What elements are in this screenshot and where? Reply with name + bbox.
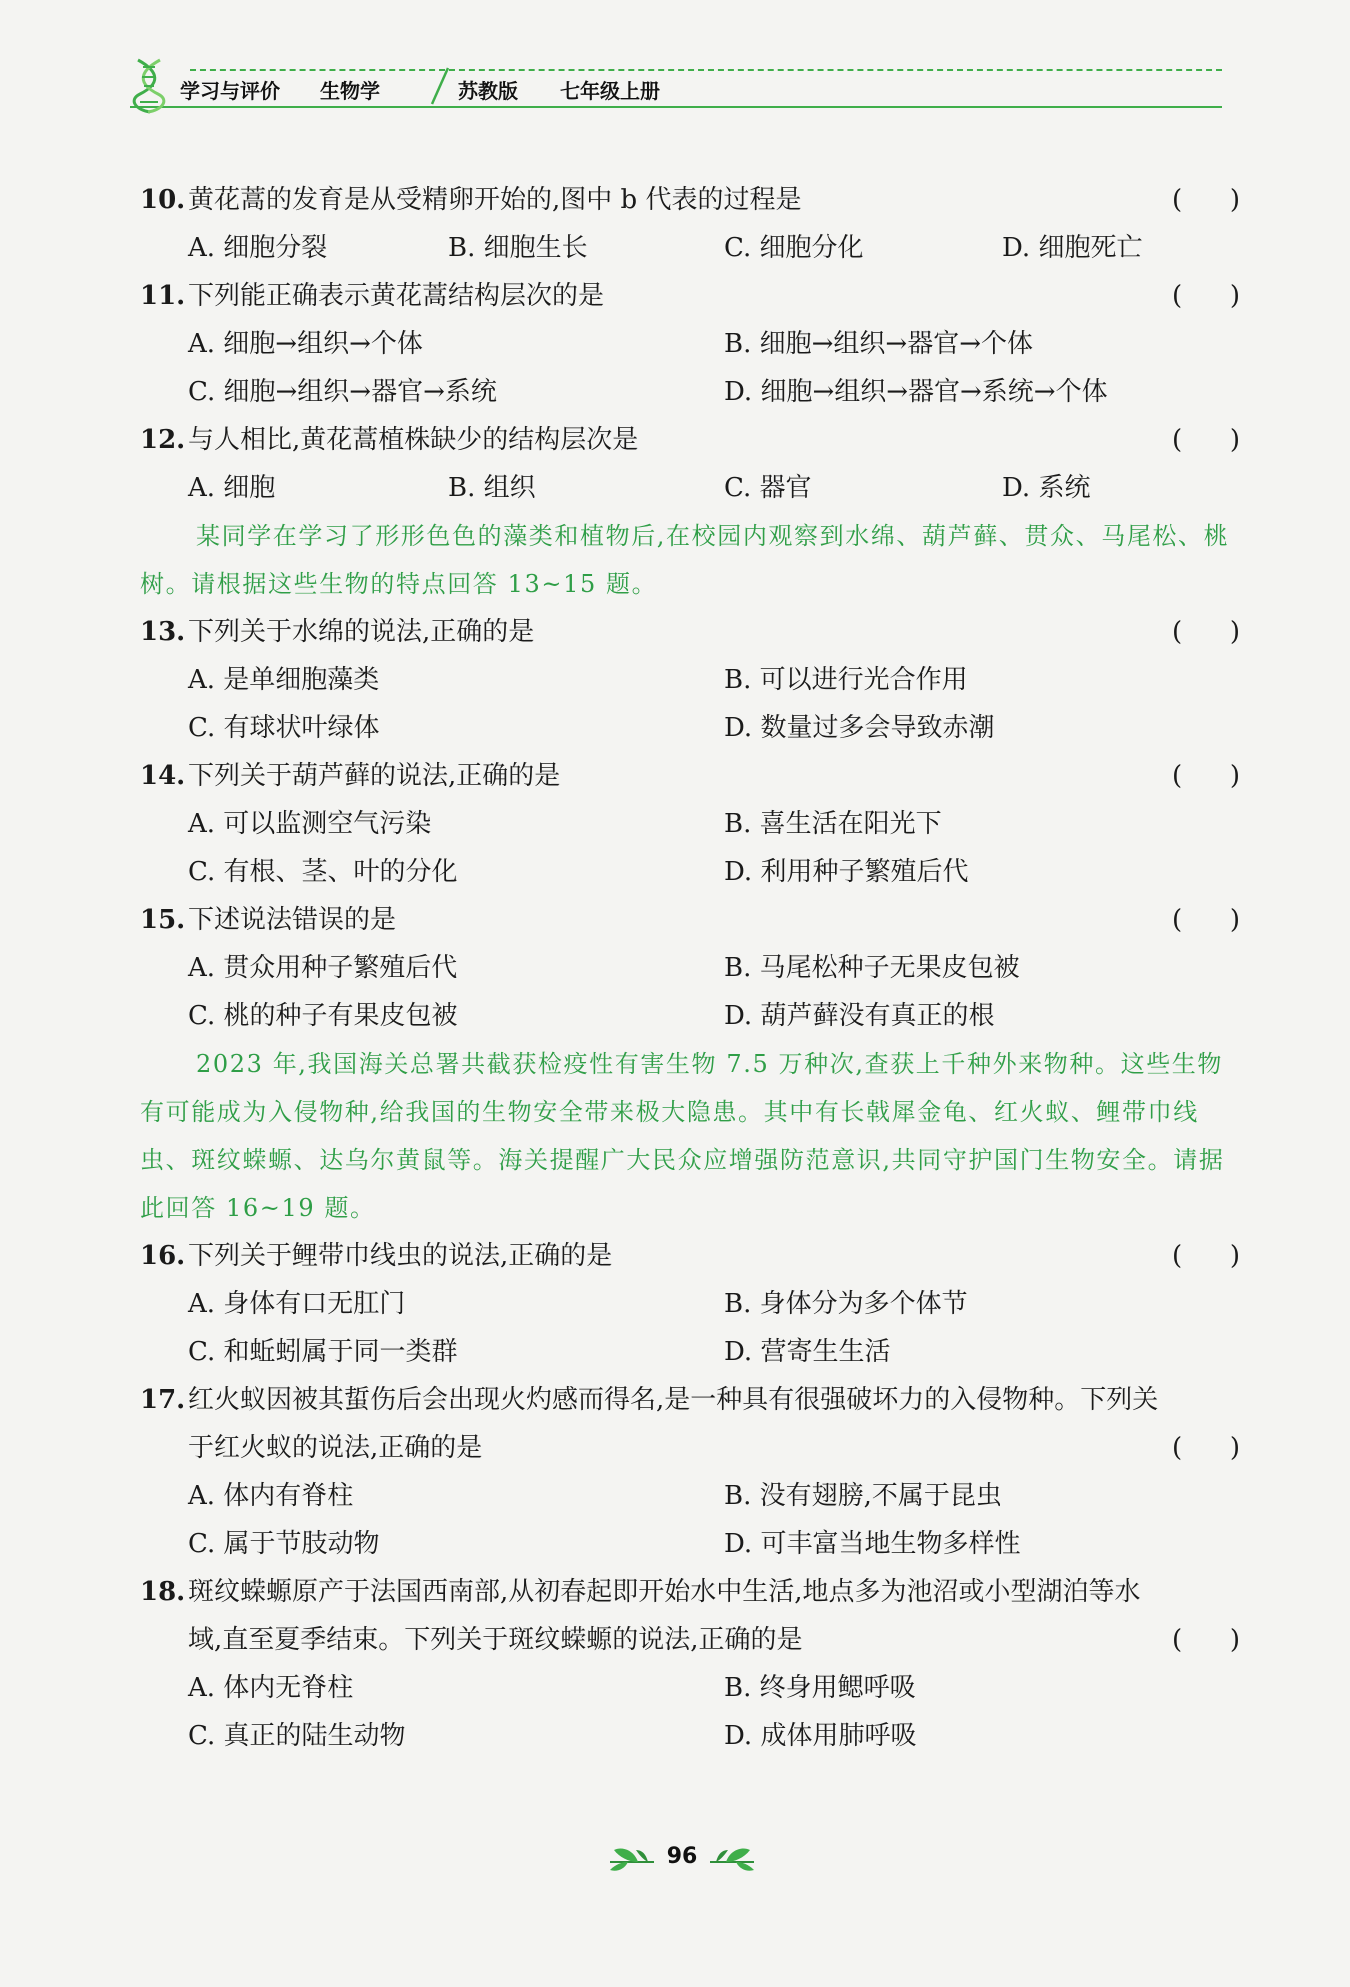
option-a: A. 体内有脊柱 [188, 1481, 354, 1511]
question-16 [140, 1232, 1240, 1280]
options-row [140, 800, 1240, 848]
option-d: D. 细胞死亡 [1002, 233, 1143, 263]
answer-bracket: ( ) [1172, 617, 1240, 647]
question-number: 16. [140, 1241, 186, 1271]
question-stem: 下述说法错误的是 [188, 905, 397, 935]
options-row [140, 368, 1240, 416]
header-grade: 七年级上册 [560, 79, 660, 103]
question-18 [140, 1568, 1240, 1616]
options-row [140, 1328, 1240, 1376]
option-b: B. 喜生活在阳光下 [724, 809, 942, 839]
options-row [140, 1472, 1240, 1520]
leaf-ornament-right-icon [708, 1844, 756, 1874]
option-c: C. 细胞→组织→器官→系统 [188, 377, 497, 407]
header-dashed-rule [190, 69, 1222, 71]
option-d: D. 利用种子繁殖后代 [724, 857, 969, 887]
question-number: 10. [140, 185, 186, 215]
answer-bracket: ( ) [1172, 281, 1240, 311]
options-row [140, 320, 1240, 368]
question-15 [140, 896, 1240, 944]
options-row [140, 464, 1240, 512]
page-header [130, 58, 1222, 114]
option-a: A. 贯众用种子繁殖后代 [188, 953, 458, 983]
question-stem: 黄花蒿的发育是从受精卵开始的,图中 b 代表的过程是 [188, 185, 802, 215]
passage-1 [140, 512, 1240, 608]
dna-icon [130, 58, 174, 114]
passage-text: 某同学在学习了形形色色的藻类和植物后,在校园内观察到水绵、葫芦藓、贯众、马尾松、桃树。请根据这些生物的特点回答 13~15 题。 [140, 522, 1230, 598]
question-stem: 下列关于水绵的说法,正确的是 [188, 617, 535, 647]
option-b: B. 终身用鳃呼吸 [724, 1673, 916, 1703]
option-b: B. 身体分为多个体节 [724, 1289, 968, 1319]
option-a: A. 身体有口无肛门 [188, 1289, 406, 1319]
option-a: A. 细胞→组织→个体 [188, 329, 423, 359]
answer-bracket: ( ) [1172, 425, 1240, 455]
option-a: A. 细胞分裂 [188, 233, 328, 263]
option-b: B. 可以进行光合作用 [724, 665, 968, 695]
answer-bracket: ( ) [1172, 1625, 1240, 1655]
option-b: B. 组织 [448, 473, 536, 503]
question-stem: 下列关于鲤带巾线虫的说法,正确的是 [188, 1241, 613, 1271]
question-18-continued [140, 1616, 1240, 1664]
option-c: C. 有根、茎、叶的分化 [188, 857, 458, 887]
option-d: D. 葫芦藓没有真正的根 [724, 1001, 995, 1031]
question-stem: 下列能正确表示黄花蒿结构层次的是 [188, 281, 605, 311]
answer-bracket: ( ) [1172, 185, 1240, 215]
question-stem-continued: 于红火蚁的说法,正确的是 [188, 1433, 483, 1463]
option-c: C. 和蚯蚓属于同一类群 [188, 1337, 458, 1367]
option-d: D. 营寄生生活 [724, 1337, 891, 1367]
option-d: D. 可丰富当地生物多样性 [724, 1529, 1021, 1559]
answer-bracket: ( ) [1172, 761, 1240, 791]
options-row [140, 944, 1240, 992]
answer-bracket: ( ) [1172, 1241, 1240, 1271]
options-row [140, 992, 1240, 1040]
question-number: 11. [140, 281, 186, 311]
question-number: 13. [140, 617, 186, 647]
header-series: 学习与评价 [180, 79, 280, 103]
question-number: 14. [140, 761, 186, 791]
question-10 [140, 176, 1240, 224]
question-number: 18. [140, 1577, 186, 1607]
answer-bracket: ( ) [1172, 905, 1240, 935]
question-13 [140, 608, 1240, 656]
answer-bracket: ( ) [1172, 1433, 1240, 1463]
question-11 [140, 272, 1240, 320]
options-row [140, 656, 1240, 704]
question-14 [140, 752, 1240, 800]
question-stem: 下列关于葫芦藓的说法,正确的是 [188, 761, 561, 791]
question-stem-continued: 域,直至夏季结束。下列关于斑纹蝾螈的说法,正确的是 [188, 1625, 803, 1655]
options-row [140, 1520, 1240, 1568]
header-subject: 生物学 [320, 79, 380, 103]
passage-2 [140, 1040, 1240, 1232]
options-row [140, 848, 1240, 896]
option-c: C. 桃的种子有果皮包被 [188, 1001, 458, 1031]
question-stem: 斑纹蝾螈原产于法国西南部,从初春起即开始水中生活,地点多为池沼或小型湖泊等水 [188, 1577, 1141, 1607]
option-c: C. 器官 [724, 473, 812, 503]
option-d: D. 成体用肺呼吸 [724, 1721, 917, 1751]
passage-text: 2023 年,我国海关总署共截获检疫性有害生物 7.5 万种次,查获上千种外来物种。这些生物有可能成为入侵物种,给我国的生物安全带来极大隐患。其中有长戟犀金龟、红火蚁、鲤带巾线虫、斑纹蝾螈、达乌尔黄鼠等。海关提醒广大民众应增强防范意识,共同守护国门生物安全。请据此回答 16~19 题。 [140, 1050, 1225, 1222]
question-12 [140, 416, 1240, 464]
question-number: 17. [140, 1385, 186, 1415]
question-number: 15. [140, 905, 186, 935]
question-17 [140, 1376, 1240, 1424]
option-a: A. 是单细胞藻类 [188, 665, 380, 695]
leaf-ornament-left-icon [608, 1844, 656, 1874]
option-b: B. 马尾松种子无果皮包被 [724, 953, 1020, 983]
header-slash-icon [428, 66, 452, 106]
option-a: A. 体内无脊柱 [188, 1673, 354, 1703]
option-d: D. 系统 [1002, 473, 1091, 503]
option-d: D. 数量过多会导致赤潮 [724, 713, 995, 743]
option-c: C. 细胞分化 [724, 233, 864, 263]
header-solid-rule [130, 106, 1222, 108]
options-row [140, 1712, 1240, 1760]
options-row [140, 224, 1240, 272]
question-stem: 与人相比,黄花蒿植株缺少的结构层次是 [188, 425, 639, 455]
option-d: D. 细胞→组织→器官→系统→个体 [724, 377, 1108, 407]
question-stem: 红火蚁因被其蜇伤后会出现火灼感而得名,是一种具有很强破坏力的入侵物种。下列关 [188, 1385, 1159, 1415]
options-row [140, 1280, 1240, 1328]
question-list [140, 176, 1240, 1760]
page-footer [0, 1838, 1350, 1882]
option-c: C. 真正的陆生动物 [188, 1721, 406, 1751]
header-edition: 苏教版 [458, 79, 518, 103]
option-c: C. 有球状叶绿体 [188, 713, 380, 743]
option-a: A. 可以监测空气污染 [188, 809, 432, 839]
option-c: C. 属于节肢动物 [188, 1529, 380, 1559]
option-b: B. 细胞生长 [448, 233, 588, 263]
question-17-continued [140, 1424, 1240, 1472]
question-number: 12. [140, 425, 186, 455]
option-b: B. 没有翅膀,不属于昆虫 [724, 1481, 1002, 1511]
options-row [140, 1664, 1240, 1712]
option-a: A. 细胞 [188, 473, 276, 503]
page-number: 96 [666, 1844, 698, 1869]
option-b: B. 细胞→组织→器官→个体 [724, 329, 1033, 359]
options-row [140, 704, 1240, 752]
